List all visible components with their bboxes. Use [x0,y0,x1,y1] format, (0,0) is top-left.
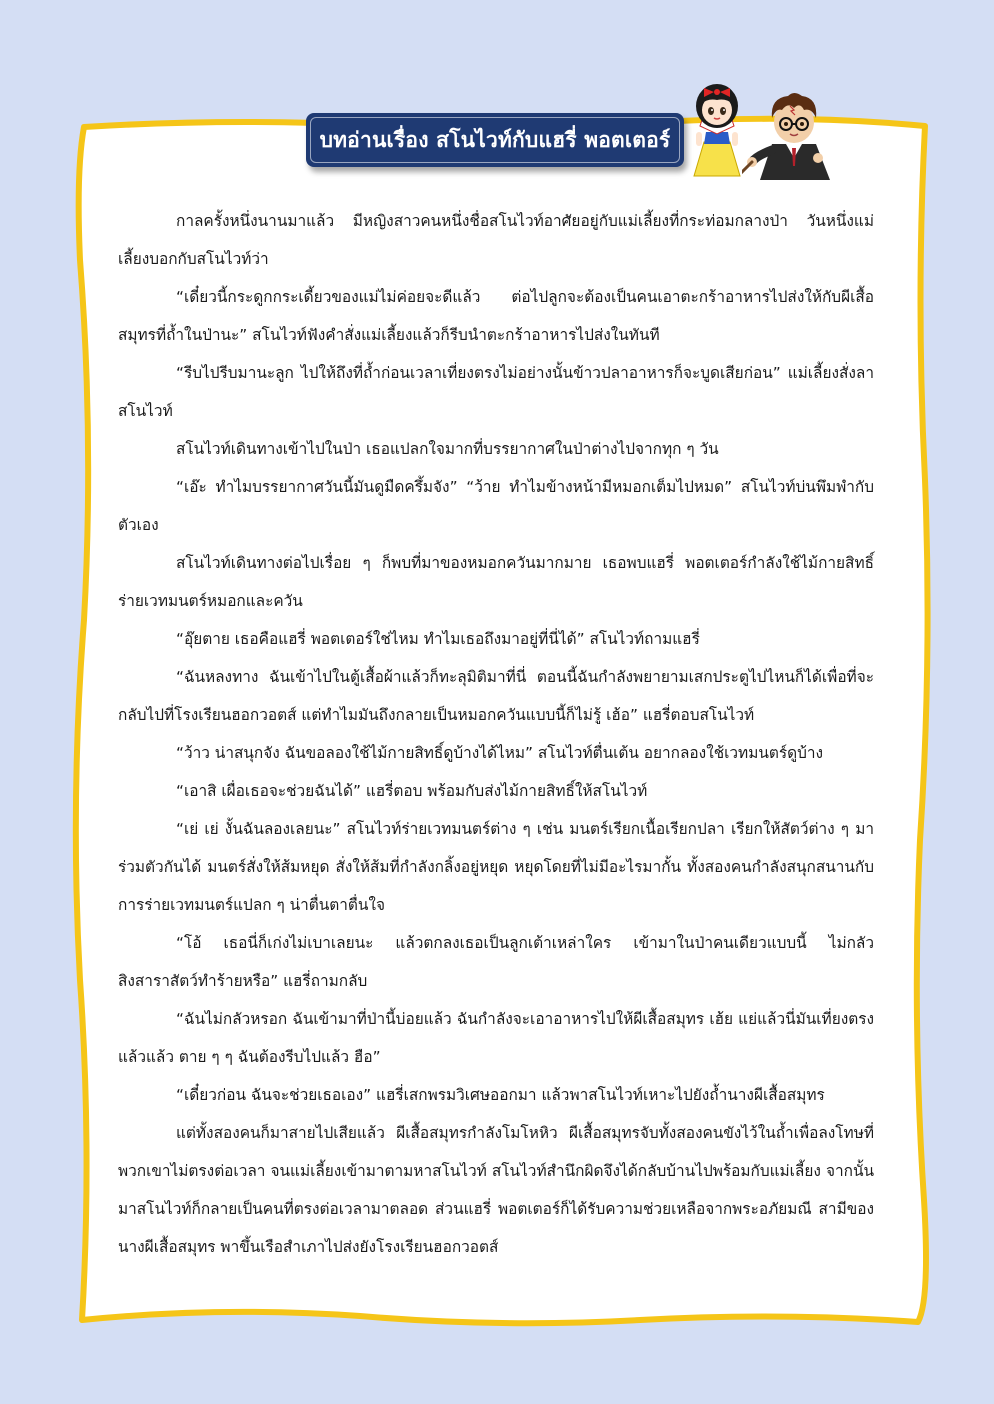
title-banner [306,113,684,167]
story-paragraph: “เอาสิ เผื่อเธอจะช่วยฉันได้” แฮรี่ตอบ พร้อมกับส่งไม้กายสิทธิ์ให้สโนไวท์ [176,782,648,800]
story-paragraph: “โอ้ เธอนี่ก็เก่งไม่เบาเลยนะ แล้วตกลงเธอเป็นลูกเต้าเหล่าใคร เข้ามาในป่าคนเดียวแบบนี้ ไม่กลัวสิงสาราสัตว์ทำร้ายหรือ” แฮรี่ถามกลับ [118,934,874,990]
story-paragraph: สโนไวท์เดินทางต่อไปเรื่อย ๆ ก็พบที่มาของหมอกควันมากมาย เธอพบแฮรี่ พอตเตอร์กำลังใช้ไม้กายสิทธิ์ร่ายเวทมนตร์หมอกและควัน [118,554,874,610]
story-paragraph: กาลครั้งหนึ่งนานมาแล้ว มีหญิงสาวคนหนึ่งชื่อสโนไวท์อาศัยอยู่กับแม่เลี้ยงที่กระท่อมกลางป่า วันหนึ่งแม่เลี้ยงบอกกับสโนไวท์ว่า [118,212,874,268]
story-body [118,202,874,1266]
story-paragraph: “เย่ เย่ งั้นฉันลองเลยนะ” สโนไวท์ร่ายเวทมนตร์ต่าง ๆ เช่น มนตร์เรียกเนื้อเรียกปลา เรียกให้สัตว์ต่าง ๆ มาร่วมตัวกันได้ มนตร์สั่งให้ส้มหยุด สั่งให้ส้มที่กำลังกลิ้งอยู่หยุด หยุดโดยที่ไม่มีอะไรมากั้น ทั้งสองคนกำลังสนุกสนานกับการร่ายเวทมนตร์แปลก ๆ น่าตื่นตาตื่นใจ [118,820,874,914]
story-paragraph: “รีบไปรีบมานะลูก ไปให้ถึงที่ถ้ำก่อนเวลาเที่ยงตรงไม่อย่างนั้นข้าวปลาอาหารก็จะบูดเสียก่อน” แม่เลี้ยงสั่งลาสโนไวท์ [118,364,874,420]
story-paragraph: “อุ๊ยตาย เธอคือแฮรี่ พอตเตอร์ใช่ไหม ทำไมเธอถึงมาอยู่ที่นี่ได้” สโนไวท์ถามแฮรี่ [176,630,700,648]
story-paragraph: “เอ๊ะ ทำไมบรรยากาศวันนี้มันดูมืดครึ้มจัง” “ว้าย ทำไมข้างหน้ามีหมอกเต็มไปหมด” สโนไวท์บ่นพึมพำกับตัวเอง [118,478,874,534]
story-paragraph: “ฉันหลงทาง ฉันเข้าไปในตู้เสื้อผ้าแล้วก็ทะลุมิติมาที่นี่ ตอนนี้ฉันกำลังพยายามเสกประตูไปไหนก็ได้เพื่อที่จะกลับไปที่โรงเรียนฮอกวอตส์ แต่ทำไมมันถึงกลายเป็นหมอกควันแบบนี้ก็ไม่รู้ เฮ้อ” แฮรี่ตอบสโนไวท์ [118,668,874,724]
page-title: บทอ่านเรื่อง สโนไวท์กับแฮรี่ พอตเตอร์ [319,127,671,152]
story-paragraph: “ว้าว น่าสนุกจัง ฉันขอลองใช้ไม้กายสิทธิ์ดูบ้างได้ไหม” สโนไวท์ตื่นเต้น อยากลองใช้เวทมนตร์ดูบ้าง [176,744,824,762]
story-paragraph: “เดี๋ยวนี้กระดูกกระเดี้ยวของแม่ไม่ค่อยจะดีแล้ว ต่อไปลูกจะต้องเป็นคนเอาตะกร้าอาหารไปส่งให้กับผีเสื้อสมุทรที่ถ้ำในป่านะ” สโนไวท์ฟังคำสั่งแม่เลี้ยงแล้วก็รีบนำตะกร้าอาหารไปส่งในทันที [118,288,874,344]
story-paragraph: “เดี๋ยวก่อน ฉันจะช่วยเธอเอง” แฮรี่เสกพรมวิเศษออกมา แล้วพาสโนไวท์เหาะไปยังถ้ำนางผีเสื้อสมุทร [176,1086,825,1104]
story-paragraph: สโนไวท์เดินทางเข้าไปในป่า เธอแปลกใจมากที่บรรยากาศในป่าต่างไปจากทุก ๆ วัน [176,440,719,458]
story-paragraph: แต่ทั้งสองคนก็มาสายไปเสียแล้ว ผีเสื้อสมุทรกำลังโมโหหิว ผีเสื้อสมุทรจับทั้งสองคนขังไว้ในถ้ำเพื่อลงโทษที่พวกเขาไม่ตรงต่อเวลา จนแม่เลี้ยงเข้ามาตามหาสโนไวท์ สโนไวท์สำนึกผิดจึงได้กลับบ้านไปพร้อมกับแม่เลี้ยง จากนั้นมาสโนไวท์ก็กลายเป็นคนที่ตรงต่อเวลามาตลอด ส่วนแฮรี่ พอตเตอร์ก็ได้รับความช่วยเหลือจากพระอภัยมณี สามีของนางผีเสื้อสมุทร พาขึ้นเรือสำเภาไปส่งยังโรงเรียนฮอกวอตส์ [118,1124,874,1256]
story-paragraph: “ฉันไม่กลัวหรอก ฉันเข้ามาที่ป่านี้บ่อยแล้ว ฉันกำลังจะเอาอาหารไปให้ผีเสื้อสมุทร เฮ้ย แย่แล้วนี่มันเที่ยงตรงแล้วแล้ว ตาย ๆ ๆ ฉันต้องรีบไปแล้ว ฮือ” [118,1010,874,1066]
harry-potter-icon [742,88,842,180]
